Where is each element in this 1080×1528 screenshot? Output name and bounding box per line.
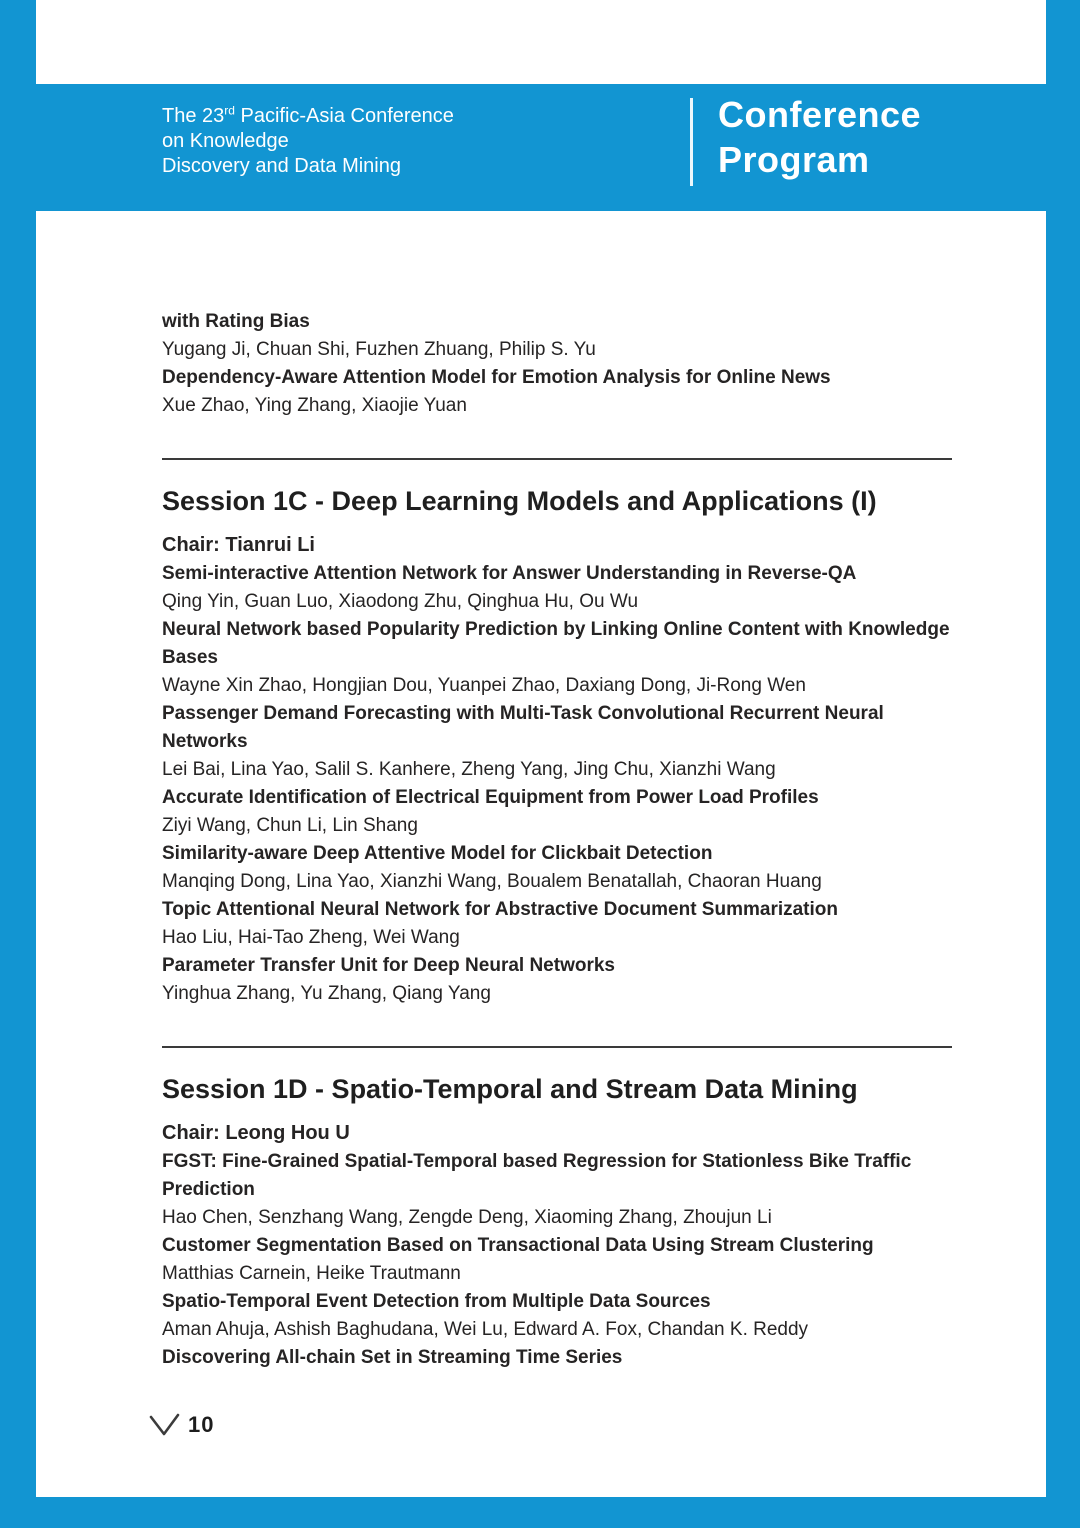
paper-title: Neural Network based Popularity Prediction by Linking Online Content with Knowledge Bases — [162, 619, 950, 668]
paper-entry — [162, 560, 952, 616]
paper-entry — [162, 896, 952, 952]
paper-entry — [162, 616, 952, 700]
paper-entry — [162, 952, 952, 1008]
session-heading: Session 1D - Spatio-Temporal and Stream Data Mining — [162, 1074, 858, 1104]
session-chair: Chair: Leong Hou U — [162, 1122, 350, 1144]
header-band — [36, 84, 1046, 211]
paper-authors: Hao Liu, Hai-Tao Zheng, Wei Wang — [162, 927, 460, 948]
paper-title: Parameter Transfer Unit for Deep Neural Networks — [162, 955, 615, 976]
session-heading: Session 1C - Deep Learning Models and Applications (I) — [162, 486, 877, 516]
ordinal-superscript: rd — [224, 103, 235, 118]
conference-name-line1: The 23rd Pacific-Asia Conference — [162, 103, 454, 127]
paper-entry — [162, 308, 952, 364]
paper-authors: Matthias Carnein, Heike Trautmann — [162, 1263, 461, 1284]
paper-authors: Yugang Ji, Chuan Shi, Fuzhen Zhuang, Philip S. Yu — [162, 339, 596, 360]
paper-entry — [162, 840, 952, 896]
paper-authors: Qing Yin, Guan Luo, Xiaodong Zhu, Qinghua Hu, Ou Wu — [162, 591, 639, 612]
paper-authors: Ziyi Wang, Chun Li, Lin Shang — [162, 815, 418, 836]
paper-authors: Aman Ahuja, Ashish Baghudana, Wei Lu, Edward A. Fox, Chandan K. Reddy — [162, 1319, 809, 1340]
paper-authors: Hao Chen, Senzhang Wang, Zengde Deng, Xiaoming Zhang, Zhoujun Li — [162, 1207, 772, 1228]
program-content — [162, 308, 952, 1372]
paper-entry — [162, 364, 952, 420]
paper-title: Discovering All-chain Set in Streaming Time Series — [162, 1347, 623, 1368]
left-blue-bar — [0, 0, 36, 1528]
paper-authors: Wayne Xin Zhao, Hongjian Dou, Yuanpei Zhao, Daxiang Dong, Ji-Rong Wen — [162, 675, 806, 696]
paper-authors: Lei Bai, Lina Yao, Salil S. Kanhere, Zheng Yang, Jing Chu, Xianzhi Wang — [162, 759, 776, 780]
conference-name-line2: on Knowledge — [162, 130, 289, 152]
paper-entry — [162, 784, 952, 840]
conference-name-line3: Discovery and Data Mining — [162, 155, 401, 177]
page-title — [718, 92, 921, 182]
session-1d — [162, 1072, 952, 1372]
checkmark-icon — [148, 1412, 182, 1438]
paper-title: Passenger Demand Forecasting with Multi-Task Convolutional Recurrent Neural Networks — [162, 703, 884, 752]
paper-entry — [162, 1148, 952, 1232]
page-number: 10 — [188, 1412, 215, 1437]
paper-title: Customer Segmentation Based on Transactional Data Using Stream Clustering — [162, 1235, 874, 1256]
bottom-blue-bar — [36, 1497, 1046, 1528]
paper-entry — [162, 1288, 952, 1344]
paper-entry — [162, 700, 952, 784]
section-divider — [162, 458, 952, 460]
right-blue-bar — [1046, 0, 1080, 1528]
page-title-line1: Conference — [718, 94, 922, 135]
paper-entry — [162, 1344, 952, 1372]
paper-title: Similarity-aware Deep Attentive Model for Clickbait Detection — [162, 843, 713, 864]
paper-title: Accurate Identification of Electrical Equipment from Power Load Profiles — [162, 787, 819, 808]
session-1c — [162, 484, 952, 1008]
header-divider — [690, 98, 693, 186]
session-chair: Chair: Tianrui Li — [162, 534, 315, 556]
paper-title: Topic Attentional Neural Network for Abstractive Document Summarization — [162, 899, 839, 920]
paper-title: Semi-interactive Attention Network for Answer Understanding in Reverse-QA — [162, 563, 857, 584]
page-title-line2: Program — [718, 139, 870, 180]
paper-entry — [162, 1232, 952, 1288]
paper-authors: Yinghua Zhang, Yu Zhang, Qiang Yang — [162, 983, 491, 1004]
paper-authors: Xue Zhao, Ying Zhang, Xiaojie Yuan — [162, 395, 467, 416]
page-footer — [148, 1412, 214, 1438]
conference-name — [162, 104, 454, 179]
paper-title: FGST: Fine-Grained Spatial-Temporal based Regression for Stationless Bike Traffic Prediction — [162, 1151, 912, 1200]
paper-title: Spatio-Temporal Event Detection from Multiple Data Sources — [162, 1291, 711, 1312]
section-divider — [162, 1046, 952, 1048]
paper-title: with Rating Bias — [162, 311, 310, 332]
paper-authors: Manqing Dong, Lina Yao, Xianzhi Wang, Boualem Benatallah, Chaoran Huang — [162, 871, 822, 892]
paper-title: Dependency-Aware Attention Model for Emotion Analysis for Online News — [162, 367, 831, 388]
